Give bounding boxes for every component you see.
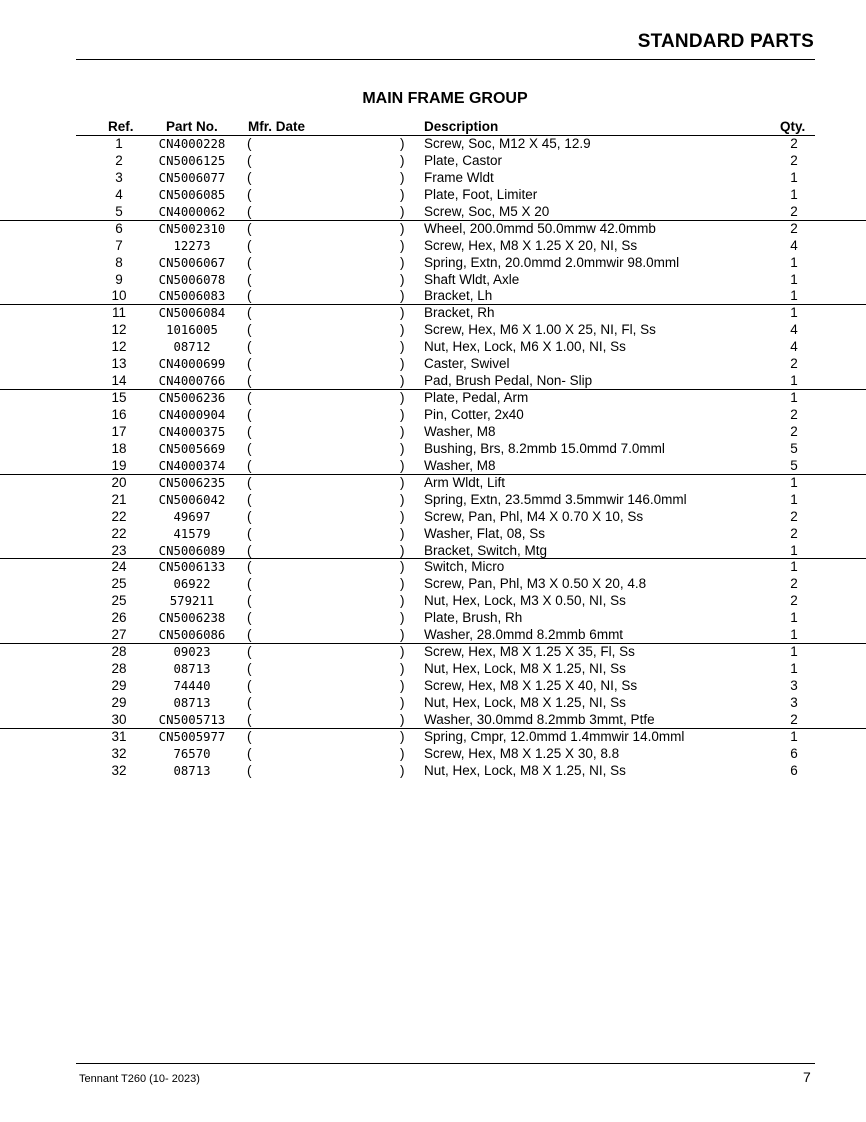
- table-row: [0, 373, 866, 390]
- mfr-date-open-paren: (: [247, 254, 252, 270]
- description-cell: Bushing, Brs, 8.2mmb 15.0mmd 7.0mml: [424, 440, 665, 456]
- table-row: [0, 356, 866, 373]
- description-cell: Switch, Micro: [424, 559, 505, 575]
- mfr-date-close-paren: ): [400, 593, 405, 609]
- page-header-title: STANDARD PARTS: [637, 31, 814, 52]
- mfr-date-open-paren: (: [247, 474, 252, 490]
- part-number-cell: CN5006067: [158, 255, 226, 270]
- part-number-cell: CN5006042: [158, 492, 226, 507]
- table-row: [0, 763, 866, 780]
- col-header-description: Description: [424, 119, 499, 134]
- table-row: [0, 238, 866, 255]
- qty-cell: 1: [790, 610, 798, 626]
- qty-cell: 2: [790, 711, 798, 727]
- mfr-date-open-paren: (: [247, 423, 252, 439]
- mfr-date-close-paren: ): [400, 762, 405, 778]
- part-number-cell: CN5006086: [158, 628, 226, 643]
- mfr-date-close-paren: ): [400, 745, 405, 761]
- description-cell: Screw, Pan, Phl, M4 X 0.70 X 10, Ss: [424, 508, 644, 524]
- description-cell: Arm Wldt, Lift: [424, 474, 506, 490]
- col-header-mfr-date: Mfr. Date: [248, 119, 306, 134]
- part-number-cell: 08713: [173, 763, 211, 778]
- qty-cell: 1: [790, 728, 798, 744]
- mfr-date-close-paren: ): [400, 254, 405, 270]
- mfr-date-open-paren: (: [247, 542, 252, 558]
- table-row: [0, 322, 866, 339]
- mfr-date-open-paren: (: [247, 711, 252, 727]
- qty-cell: 4: [790, 322, 798, 338]
- mfr-date-open-paren: (: [247, 356, 252, 372]
- mfr-date-open-paren: (: [247, 203, 252, 219]
- mfr-date-close-paren: ): [400, 423, 405, 439]
- mfr-date-open-paren: (: [247, 745, 252, 761]
- mfr-date-close-paren: ): [400, 356, 405, 372]
- table-row: [0, 136, 866, 153]
- table-row: [0, 424, 866, 441]
- part-number-cell: 74440: [173, 679, 211, 693]
- qty-cell: 5: [790, 440, 798, 456]
- description-cell: Wheel, 200.0mmd 50.0mmw 42.0mmb: [424, 220, 656, 236]
- mfr-date-open-paren: (: [247, 305, 252, 321]
- mfr-date-close-paren: ): [400, 339, 405, 355]
- qty-cell: 1: [790, 373, 798, 389]
- table-row: [0, 255, 866, 272]
- description-cell: Screw, Hex, M6 X 1.00 X 25, NI, Fl, Ss: [424, 322, 656, 338]
- mfr-date-close-paren: ): [400, 136, 405, 151]
- table-row: [0, 288, 866, 305]
- qty-cell: 5: [790, 457, 798, 473]
- description-cell: Screw, Hex, M8 X 1.25 X 20, NI, Ss: [424, 237, 638, 253]
- mfr-date-open-paren: (: [247, 136, 252, 151]
- table-row: [0, 627, 866, 644]
- part-number-cell: 08712: [173, 340, 211, 355]
- part-number-cell: 76570: [173, 746, 211, 761]
- col-header-qty: Qty.: [780, 119, 806, 134]
- mfr-date-open-paren: (: [247, 237, 252, 253]
- description-cell: Screw, Hex, M8 X 1.25 X 40, NI, Ss: [424, 678, 638, 693]
- description-cell: Screw, Soc, M12 X 45, 12.9: [424, 136, 591, 151]
- ref-cell: 2: [115, 152, 123, 168]
- part-number-cell: 49697: [173, 509, 211, 524]
- table-row: [0, 576, 866, 593]
- mfr-date-close-paren: ): [400, 152, 405, 168]
- mfr-date-open-paren: (: [247, 559, 252, 575]
- description-cell: Bracket, Lh: [424, 288, 493, 304]
- part-number-cell: CN5005977: [158, 729, 226, 744]
- ref-cell: 21: [111, 491, 127, 507]
- qty-cell: 2: [790, 152, 798, 168]
- mfr-date-close-paren: ): [400, 440, 405, 456]
- mfr-date-close-paren: ): [400, 610, 405, 626]
- description-cell: Screw, Hex, M8 X 1.25 X 30, 8.8: [424, 745, 620, 761]
- description-cell: Pad, Brush Pedal, Non- Slip: [424, 373, 593, 389]
- mfr-date-close-paren: ): [400, 288, 405, 304]
- qty-cell: 1: [790, 254, 798, 270]
- ref-cell: 12: [111, 322, 127, 338]
- ref-cell: 13: [111, 356, 127, 372]
- part-number-cell: CN5006125: [158, 153, 226, 168]
- table-row: [0, 661, 866, 678]
- ref-cell: 25: [111, 576, 127, 592]
- mfr-date-open-paren: (: [247, 678, 252, 693]
- qty-cell: 1: [790, 542, 798, 558]
- mfr-date-close-paren: ): [400, 220, 405, 236]
- table-row: [0, 389, 866, 407]
- mfr-date-open-paren: (: [247, 390, 252, 406]
- ref-cell: 19: [111, 457, 127, 473]
- table-row: [0, 492, 866, 509]
- mfr-date-open-paren: (: [247, 322, 252, 338]
- ref-cell: 20: [111, 474, 127, 490]
- part-number-cell: CN5006089: [158, 543, 226, 558]
- ref-cell: 30: [111, 711, 127, 727]
- qty-cell: 1: [790, 491, 798, 507]
- table-row: [0, 543, 866, 560]
- qty-cell: 2: [790, 203, 798, 219]
- part-number-cell: CN4000699: [158, 357, 226, 372]
- mfr-date-close-paren: ): [400, 508, 405, 524]
- description-cell: Nut, Hex, Lock, M6 X 1.00, NI, Ss: [424, 339, 626, 355]
- ref-cell: 6: [115, 220, 123, 236]
- description-cell: Caster, Swivel: [424, 356, 510, 372]
- part-number-cell: CN5002310: [158, 221, 226, 236]
- header-rule: [76, 59, 815, 60]
- ref-cell: 1: [115, 136, 123, 151]
- part-number-cell: CN5006083: [158, 289, 226, 304]
- ref-cell: 9: [115, 271, 123, 287]
- mfr-date-open-paren: (: [247, 762, 252, 778]
- description-cell: Washer, M8: [424, 423, 496, 439]
- table-row: [0, 728, 866, 746]
- qty-cell: 4: [790, 237, 798, 253]
- description-cell: Washer, M8: [424, 457, 496, 473]
- ref-cell: 23: [111, 542, 127, 558]
- ref-cell: 7: [115, 237, 123, 253]
- qty-cell: 1: [790, 186, 798, 202]
- ref-cell: 27: [111, 627, 127, 643]
- table-row: [0, 474, 866, 492]
- page-number: 7: [803, 1069, 811, 1085]
- mfr-date-open-paren: (: [247, 610, 252, 626]
- part-number-cell: CN4000374: [158, 458, 226, 473]
- mfr-date-close-paren: ): [400, 694, 405, 710]
- mfr-date-close-paren: ): [400, 237, 405, 253]
- mfr-date-close-paren: ): [400, 322, 405, 338]
- qty-cell: 2: [790, 576, 798, 592]
- footer-rule: [76, 1063, 815, 1064]
- part-number-cell: CN5006133: [158, 560, 226, 575]
- group-title: MAIN FRAME GROUP: [362, 90, 528, 107]
- ref-cell: 12: [111, 339, 127, 355]
- ref-cell: 22: [111, 525, 127, 541]
- description-cell: Washer, 28.0mmd 8.2mmb 6mmt: [424, 627, 624, 643]
- mfr-date-open-paren: (: [247, 169, 252, 185]
- part-number-cell: CN4000375: [158, 424, 226, 439]
- ref-cell: 32: [111, 745, 127, 761]
- part-number-cell: 08713: [173, 662, 211, 677]
- part-number-cell: CN4000904: [158, 408, 226, 422]
- mfr-date-close-paren: ): [400, 203, 405, 219]
- table-row: [0, 272, 866, 289]
- mfr-date-close-paren: ): [400, 559, 405, 575]
- qty-cell: 2: [790, 356, 798, 372]
- col-header-part-no: Part No.: [166, 119, 218, 134]
- qty-cell: 1: [790, 661, 798, 677]
- description-cell: Pin, Cotter, 2x40: [424, 407, 524, 422]
- description-cell: Nut, Hex, Lock, M8 X 1.25, NI, Ss: [424, 762, 626, 778]
- ref-cell: 8: [115, 254, 123, 270]
- qty-cell: 2: [790, 220, 798, 236]
- mfr-date-open-paren: (: [247, 440, 252, 456]
- table-row: [0, 526, 866, 543]
- table-row: [0, 407, 866, 424]
- ref-cell: 10: [111, 288, 127, 304]
- qty-cell: 1: [790, 288, 798, 304]
- mfr-date-close-paren: ): [400, 305, 405, 321]
- part-number-cell: CN4000062: [158, 204, 226, 219]
- ref-cell: 28: [111, 644, 127, 660]
- qty-cell: 1: [790, 644, 798, 660]
- mfr-date-close-paren: ): [400, 491, 405, 507]
- mfr-date-open-paren: (: [247, 593, 252, 609]
- description-cell: Shaft Wldt, Axle: [424, 271, 520, 287]
- mfr-date-close-paren: ): [400, 678, 405, 693]
- mfr-date-close-paren: ): [400, 525, 405, 541]
- qty-cell: 2: [790, 423, 798, 439]
- part-number-cell: CN4000228: [158, 137, 226, 151]
- ref-cell: 24: [111, 559, 127, 575]
- ref-cell: 14: [111, 373, 127, 389]
- ref-cell: 32: [111, 762, 127, 778]
- part-number-cell: 06922: [173, 577, 211, 592]
- mfr-date-open-paren: (: [247, 186, 252, 202]
- part-number-cell: CN5005713: [158, 712, 226, 727]
- mfr-date-close-paren: ): [400, 474, 405, 490]
- mfr-date-open-paren: (: [247, 220, 252, 236]
- mfr-date-open-paren: (: [247, 373, 252, 389]
- table-row: [0, 304, 866, 322]
- qty-cell: 1: [790, 169, 798, 185]
- ref-cell: 4: [115, 186, 123, 202]
- description-cell: Bracket, Rh: [424, 305, 495, 321]
- qty-cell: 2: [790, 508, 798, 524]
- table-row: [0, 441, 866, 458]
- mfr-date-open-paren: (: [247, 661, 252, 677]
- qty-cell: 1: [790, 627, 798, 643]
- part-number-cell: CN5006236: [158, 391, 226, 406]
- part-number-cell: CN5006077: [158, 170, 226, 185]
- qty-cell: 6: [790, 745, 798, 761]
- mfr-date-open-paren: (: [247, 694, 252, 710]
- mfr-date-close-paren: ): [400, 542, 405, 558]
- ref-cell: 22: [111, 508, 127, 524]
- mfr-date-open-paren: (: [247, 644, 252, 660]
- mfr-date-close-paren: ): [400, 169, 405, 185]
- ref-cell: 26: [111, 610, 127, 626]
- part-number-cell: 579211: [169, 594, 215, 609]
- mfr-date-close-paren: ): [400, 271, 405, 287]
- table-row: [0, 695, 866, 712]
- table-row: [0, 187, 866, 204]
- ref-cell: 5: [115, 203, 123, 219]
- table-row: [0, 712, 866, 729]
- description-cell: Plate, Foot, Limiter: [424, 186, 538, 202]
- part-number-cell: CN5005669: [158, 441, 226, 456]
- description-cell: Nut, Hex, Lock, M8 X 1.25, NI, Ss: [424, 694, 626, 710]
- table-row: [0, 458, 866, 475]
- description-cell: Spring, Extn, 20.0mmd 2.0mmwir 98.0mml: [424, 254, 680, 270]
- mfr-date-close-paren: ): [400, 576, 405, 592]
- part-number-cell: CN5006078: [158, 272, 226, 287]
- description-cell: Washer, Flat, 08, Ss: [424, 525, 546, 541]
- table-row: [0, 558, 866, 576]
- part-number-cell: CN5006238: [158, 611, 226, 626]
- description-cell: Plate, Brush, Rh: [424, 610, 523, 626]
- ref-cell: 16: [111, 407, 127, 422]
- parts-table: [0, 136, 866, 780]
- mfr-date-close-paren: ): [400, 627, 405, 643]
- part-number-cell: CN5006084: [158, 306, 226, 321]
- ref-cell: 31: [111, 728, 127, 744]
- table-row: [0, 746, 866, 763]
- table-row: [0, 509, 866, 526]
- part-number-cell: CN5006235: [158, 475, 226, 490]
- qty-cell: 3: [790, 678, 798, 693]
- qty-cell: 2: [790, 593, 798, 609]
- description-cell: Nut, Hex, Lock, M3 X 0.50, NI, Ss: [424, 593, 626, 609]
- ref-cell: 29: [111, 678, 127, 693]
- part-number-cell: CN5006085: [158, 187, 226, 202]
- description-cell: Screw, Pan, Phl, M3 X 0.50 X 20, 4.8: [424, 576, 647, 592]
- table-row: [0, 593, 866, 610]
- ref-cell: 25: [111, 593, 127, 609]
- part-number-cell: 1016005: [166, 323, 218, 338]
- qty-cell: 2: [790, 525, 798, 541]
- description-cell: Spring, Cmpr, 12.0mmd 1.4mmwir 14.0mml: [424, 728, 685, 744]
- mfr-date-close-paren: ): [400, 661, 405, 677]
- mfr-date-open-paren: (: [247, 288, 252, 304]
- description-cell: Nut, Hex, Lock, M8 X 1.25, NI, Ss: [424, 661, 626, 677]
- mfr-date-close-paren: ): [400, 186, 405, 202]
- qty-cell: 1: [790, 271, 798, 287]
- mfr-date-close-paren: ): [400, 644, 405, 660]
- description-cell: Washer, 30.0mmd 8.2mmb 3mmt, Ptfe: [424, 711, 655, 727]
- mfr-date-close-paren: ): [400, 728, 405, 744]
- table-row: [0, 678, 866, 695]
- mfr-date-open-paren: (: [247, 576, 252, 592]
- mfr-date-open-paren: (: [247, 491, 252, 507]
- part-number-cell: 08713: [173, 695, 211, 710]
- table-row: [0, 610, 866, 627]
- qty-cell: 1: [790, 305, 798, 321]
- qty-cell: 2: [790, 407, 798, 422]
- mfr-date-open-paren: (: [247, 457, 252, 473]
- description-cell: Screw, Soc, M5 X 20: [424, 203, 550, 219]
- description-cell: Spring, Extn, 23.5mmd 3.5mmwir 146.0mml: [424, 491, 687, 507]
- mfr-date-close-paren: ): [400, 390, 405, 406]
- part-number-cell: 12273: [173, 238, 211, 253]
- mfr-date-open-paren: (: [247, 525, 252, 541]
- table-row: [0, 170, 866, 187]
- qty-cell: 1: [790, 474, 798, 490]
- ref-cell: 29: [111, 694, 127, 710]
- ref-cell: 11: [111, 305, 126, 321]
- qty-cell: 3: [790, 694, 798, 710]
- mfr-date-open-paren: (: [247, 271, 252, 287]
- table-row: [0, 220, 866, 238]
- table-row: [0, 339, 866, 356]
- mfr-date-open-paren: (: [247, 152, 252, 168]
- part-number-cell: 41579: [173, 526, 211, 541]
- description-cell: Plate, Castor: [424, 152, 503, 168]
- ref-cell: 28: [111, 661, 127, 677]
- table-row: [0, 204, 866, 221]
- ref-cell: 15: [111, 390, 127, 406]
- part-number-cell: 09023: [173, 645, 211, 660]
- description-cell: Plate, Pedal, Arm: [424, 390, 529, 406]
- footer-doc-label: Tennant T260 (10- 2023): [79, 1073, 200, 1085]
- mfr-date-open-paren: (: [247, 627, 252, 643]
- qty-cell: 1: [790, 559, 798, 575]
- qty-cell: 2: [790, 136, 798, 151]
- ref-cell: 18: [111, 440, 127, 456]
- qty-cell: 6: [790, 762, 798, 778]
- mfr-date-close-paren: ): [400, 373, 405, 389]
- part-number-cell: CN4000766: [158, 374, 226, 389]
- description-cell: Bracket, Switch, Mtg: [424, 542, 548, 558]
- mfr-date-open-paren: (: [247, 728, 252, 744]
- mfr-date-open-paren: (: [247, 339, 252, 355]
- mfr-date-open-paren: (: [247, 407, 252, 422]
- ref-cell: 17: [111, 423, 127, 439]
- table-row: [0, 643, 866, 661]
- col-header-ref: Ref.: [108, 119, 134, 134]
- description-cell: Screw, Hex, M8 X 1.25 X 35, Fl, Ss: [424, 644, 635, 660]
- qty-cell: 1: [790, 390, 798, 406]
- mfr-date-close-paren: ): [400, 407, 405, 422]
- table-row: [0, 153, 866, 170]
- ref-cell: 3: [115, 169, 123, 185]
- description-cell: Frame Wldt: [424, 169, 494, 185]
- mfr-date-close-paren: ): [400, 711, 405, 727]
- mfr-date-open-paren: (: [247, 508, 252, 524]
- qty-cell: 4: [790, 339, 798, 355]
- mfr-date-close-paren: ): [400, 457, 405, 473]
